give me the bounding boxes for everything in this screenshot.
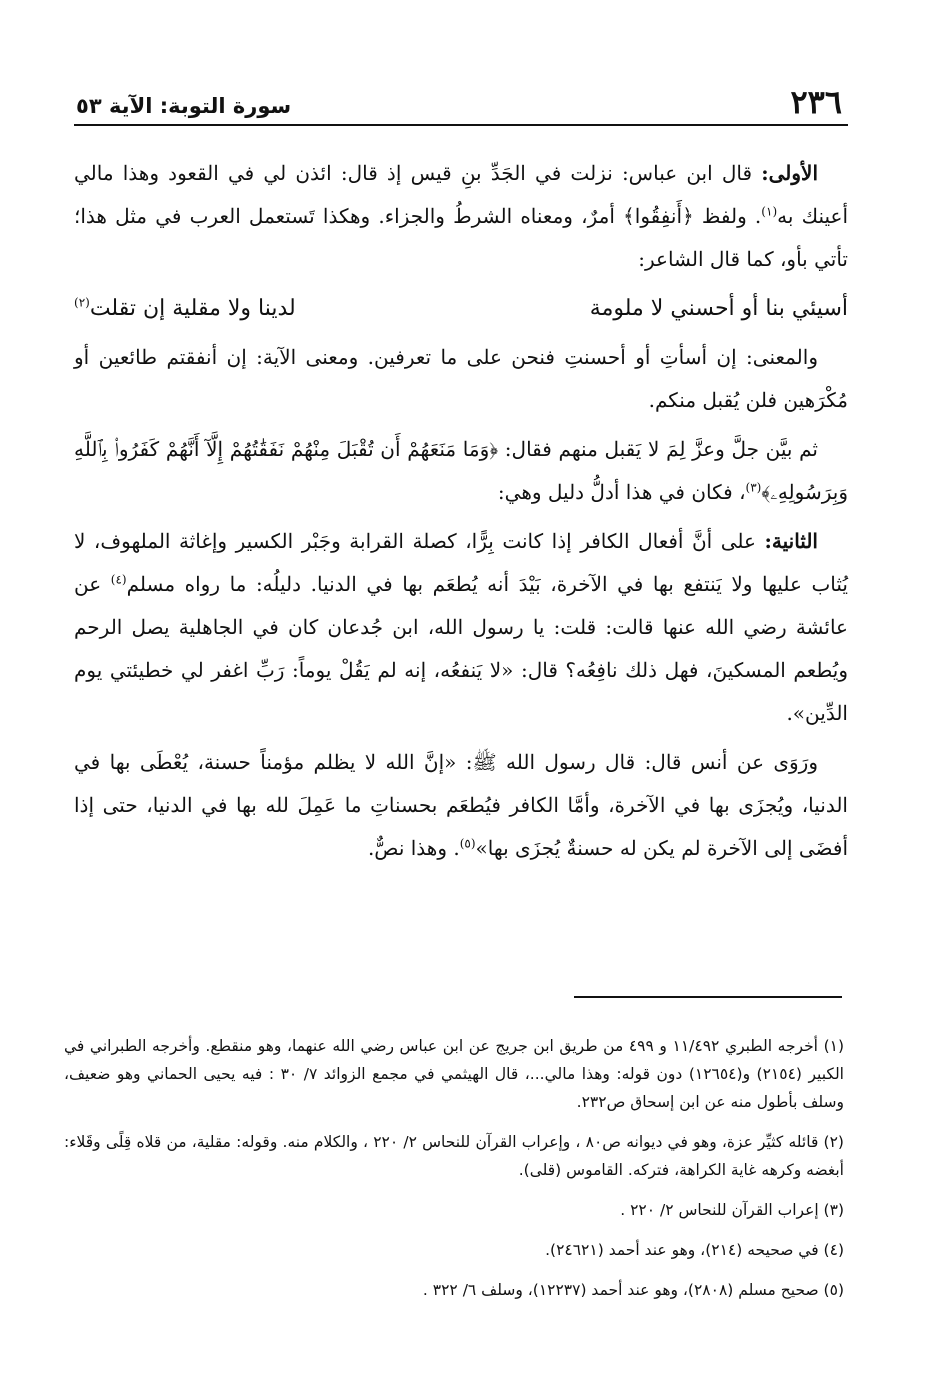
- footnote-ref[interactable]: (٤): [110, 572, 127, 587]
- poem-hemistich-first: أسيئي بنا أو أحسني لا ملومة: [589, 296, 848, 321]
- page-number: ٢٣٦: [790, 83, 842, 121]
- paragraph-text: . وهذا نصٌّ.: [367, 836, 460, 860]
- paragraph-verse-quote: [74, 428, 848, 514]
- footnote-ref[interactable]: (٥): [459, 836, 476, 851]
- footnotes: [64, 1032, 844, 1316]
- paragraph-text: . ولفظ ﴿أَنفِقُوا﴾ أمرٌ، ومعناه الشرطُ والجزاء. وهكذا تَستعمل العرب في مثل هذا؛ تأتي بأو، كما قال الشاعر:: [74, 204, 848, 271]
- paragraph-text: على أنَّ أفعال الكافر إذا كانت بِرًّا، كصلة القرابة وجَبْر الكسير وإغاثة الملهوف، لا يُثاب عليها ولا يَنتفع بها في الآخرة، بَيْدَ أنه يُطعَم بها في الدنيا. دليلُه: ما رواه مسلم: [74, 529, 848, 596]
- footnote-separator: [574, 996, 842, 998]
- paragraph-text: ، فكان في هذا أدلُّ دليل وهي:: [497, 480, 746, 504]
- footnote-4: (٤) في صحيحه (٢١٤)، وهو عند أحمد (٢٤٦٢١).: [545, 1241, 844, 1259]
- footnote-5: (٥) صحيح مسلم (٢٨٠٨)، وهو عند أحمد (١٢٢٣٧)، وسلف ٦/ ٣٢٢ .: [422, 1281, 844, 1299]
- paragraph-first-issue: [74, 152, 848, 281]
- page-header: [70, 72, 848, 122]
- main-text: [74, 152, 848, 876]
- paragraph-second-issue: [74, 520, 848, 735]
- poem-hemistich-second: لدينا ولا مقلية إن تقلت$^{(٢)}$: [74, 295, 296, 321]
- footnote-2: (٢) قائله كثيِّر عزة، وهو في ديوانه ص٨٠ ، وإعراب القرآن للنحاس ٢/ ٢٢٠ ، والكلام منه. وقوله: مقلية، من قلاه قِلًى وقَلاء: أبغضه وكرهه غاية الكراهة، فتركه. القاموس (قلى).: [64, 1133, 844, 1179]
- paragraph-text: ثم بيَّن جلَّ وعزَّ لِمَ لا يَقبل منهم فقال: ﴿وَمَا مَنَعَهُمْ أَن تُقْبَلَ مِنْهُمْ نَفَقَٰتُهُمْ إِلَّآ أَنَّهُمْ كَفَرُوا۟ بِٱللَّهِ وَبِرَسُولِهِۦ﴾: [74, 437, 848, 504]
- footnote-ref[interactable]: (٣): [745, 480, 762, 495]
- paragraph-text: ورَوَى عن أنس قال: قال رسول الله ﷺ: «إنَّ الله لا يظلم مؤمناً حسنة، يُعْطَى بها في الدنيا، ويُجزَى بها في الآخرة، وأمَّا الكافر فيُطعَم بحسناتِ ما عَمِلَ لله بها في الدنيا، حتى إذا أفضَى إلى الآخرة لم يكن له حسنةٌ يُجزَى بها»: [74, 750, 848, 860]
- header-rule: [74, 124, 848, 126]
- footnote-ref[interactable]: (٢): [74, 295, 90, 310]
- paragraph-meaning: [74, 336, 848, 422]
- poem-verse: [74, 287, 848, 330]
- paragraph-text: قال ابن عباس: نزلت في الجَدِّ بنِ قيس إذ قال: ائذن لي في القعود وهذا مالي أعينك به: [74, 161, 849, 228]
- running-head: سورة التوبة: الآية ٥٣: [76, 94, 292, 118]
- paragraph-lead: الثانية:: [764, 529, 818, 553]
- paragraph-hadith: [74, 741, 848, 870]
- paragraph-text: والمعنى: إن أسأتِ أو أحسنتِ فنحن على ما تعرفين. ومعنى الآية: إن أنفقتم طائعين أو مُكْرَهين فلن يُقبل منكم.: [74, 345, 848, 412]
- footnote-3: (٣) إعراب القرآن للنحاس ٢/ ٢٢٠ .: [620, 1201, 844, 1219]
- paragraph-lead: الأولى:: [761, 161, 819, 185]
- footnote-1: (١) أخرجه الطبري ١١/٤٩٢ و ٤٩٩ من طريق ابن جريج عن ابن عباس رضي الله عنهما، وهو منقطع. وأخرجه الطبراني في الكبير (٢١٥٤) و(١٢٦٥٤) دون قوله: وهذا مالي...، قال الهيثمي في مجمع الزوائد ٧/ ٣٠ : فيه يحيى الحماني وهو ضعيف، وسلف بأطول منه عن ابن إسحاق ص٢٣٢.: [64, 1037, 845, 1111]
- footnote-ref[interactable]: (١): [761, 204, 778, 219]
- paragraph-text: عن عائشة رضي الله عنها قالت: قلت: يا رسول الله، ابن جُدعان كان في الجاهلية يصل الرحم ويُطعم المسكينَ، فهل ذلك نافِعُه؟ قال: «لا يَنفعُه، إنه لم يَقُلْ يوماً: رَبِّ اغفر لي خطيئتي يوم الدِّين».: [74, 572, 848, 725]
